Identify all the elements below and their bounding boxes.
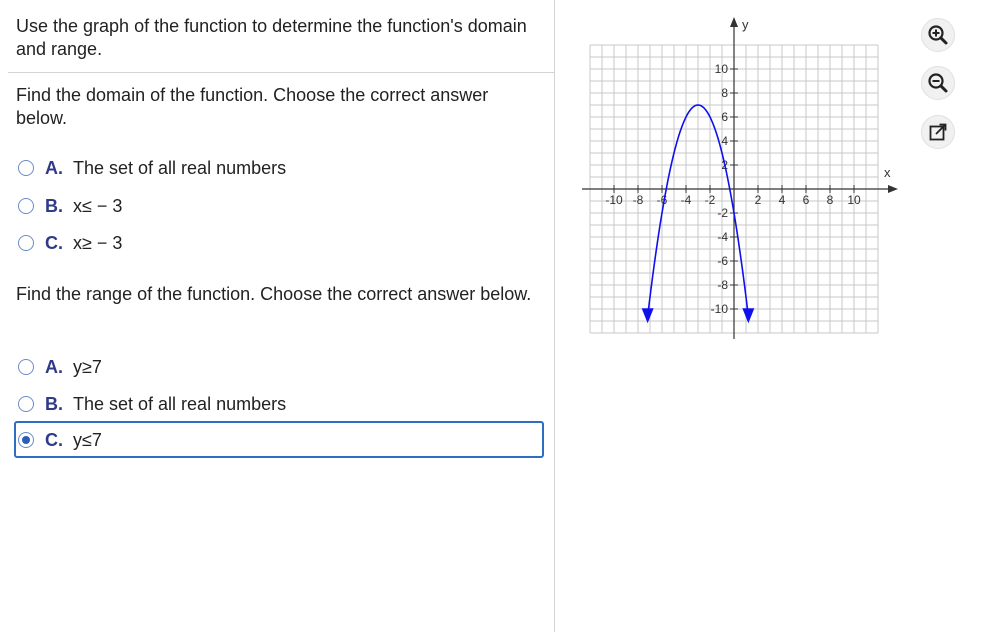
radio-button[interactable] [18,198,34,214]
choice-letter: A. [45,157,63,178]
x-axis-label: x [884,165,891,180]
y-tick-label: -8 [717,278,728,292]
y-tick-label: -10 [710,302,728,316]
choice-text: x≥ − 3 [73,232,123,253]
popout-icon [928,122,948,142]
y-tick-label: -6 [717,254,728,268]
choice-letter: C. [45,429,63,450]
radio-button[interactable] [18,396,34,412]
question-intro: Use the graph of the function to determine the function's domain and range. [16,16,527,59]
x-tick-label: -10 [605,193,623,207]
domain-choice-c[interactable] [16,231,122,255]
range-choice-c[interactable] [16,428,102,452]
y-tick-label: 4 [721,134,728,148]
x-tick-label: 8 [826,193,834,207]
x-tick-label: -6 [656,193,668,207]
x-tick-label: -8 [632,193,644,207]
choice-text: y≥7 [73,356,102,377]
y-axis-label: y [742,17,749,32]
radio-button-selected[interactable] [18,432,34,448]
zoom-in-icon [927,24,949,46]
popout-button[interactable] [921,115,955,149]
section-divider [8,72,554,73]
radio-button[interactable] [18,160,34,176]
x-tick-label: 4 [778,193,786,207]
choice-text: x≤ − 3 [73,195,123,216]
choice-letter: B. [45,195,63,216]
x-tick-label: -2 [704,193,716,207]
y-tick-label: 8 [721,86,728,100]
domain-prompt: Find the domain of the function. Choose the correct answer below. [16,85,489,128]
zoom-out-button[interactable] [921,66,955,100]
function-graph [562,12,912,350]
y-axis-arrow [730,17,738,27]
domain-choice-a[interactable] [16,156,286,180]
choice-letter: B. [45,393,63,414]
y-tick-label: 10 [714,62,728,76]
choice-text: The set of all real numbers [73,393,287,414]
range-choice-b[interactable] [16,392,286,416]
pane-divider [554,0,555,632]
choice-letter: C. [45,232,63,253]
x-tick-label: -4 [680,193,692,207]
choice-text: The set of all real numbers [73,157,287,178]
range-prompt: Find the range of the function. Choose the correct answer below. [16,284,532,304]
range-choice-a[interactable] [16,355,102,379]
y-tick-label: -4 [717,230,728,244]
zoom-in-button[interactable] [921,18,955,52]
choice-text: y≤7 [73,429,102,450]
x-tick-label: 10 [847,193,861,207]
x-axis-arrow [888,185,898,193]
y-tick-label: -2 [717,206,728,220]
x-tick-label: 2 [754,193,762,207]
domain-choice-b[interactable] [16,194,122,218]
radio-button[interactable] [18,235,34,251]
radio-button[interactable] [18,359,34,375]
choice-letter: A. [45,356,63,377]
x-tick-label: 6 [802,193,810,207]
zoom-out-icon [927,72,949,94]
y-tick-label: 6 [721,110,728,124]
graph-axes [582,17,898,339]
y-tick-label: 2 [721,158,728,172]
